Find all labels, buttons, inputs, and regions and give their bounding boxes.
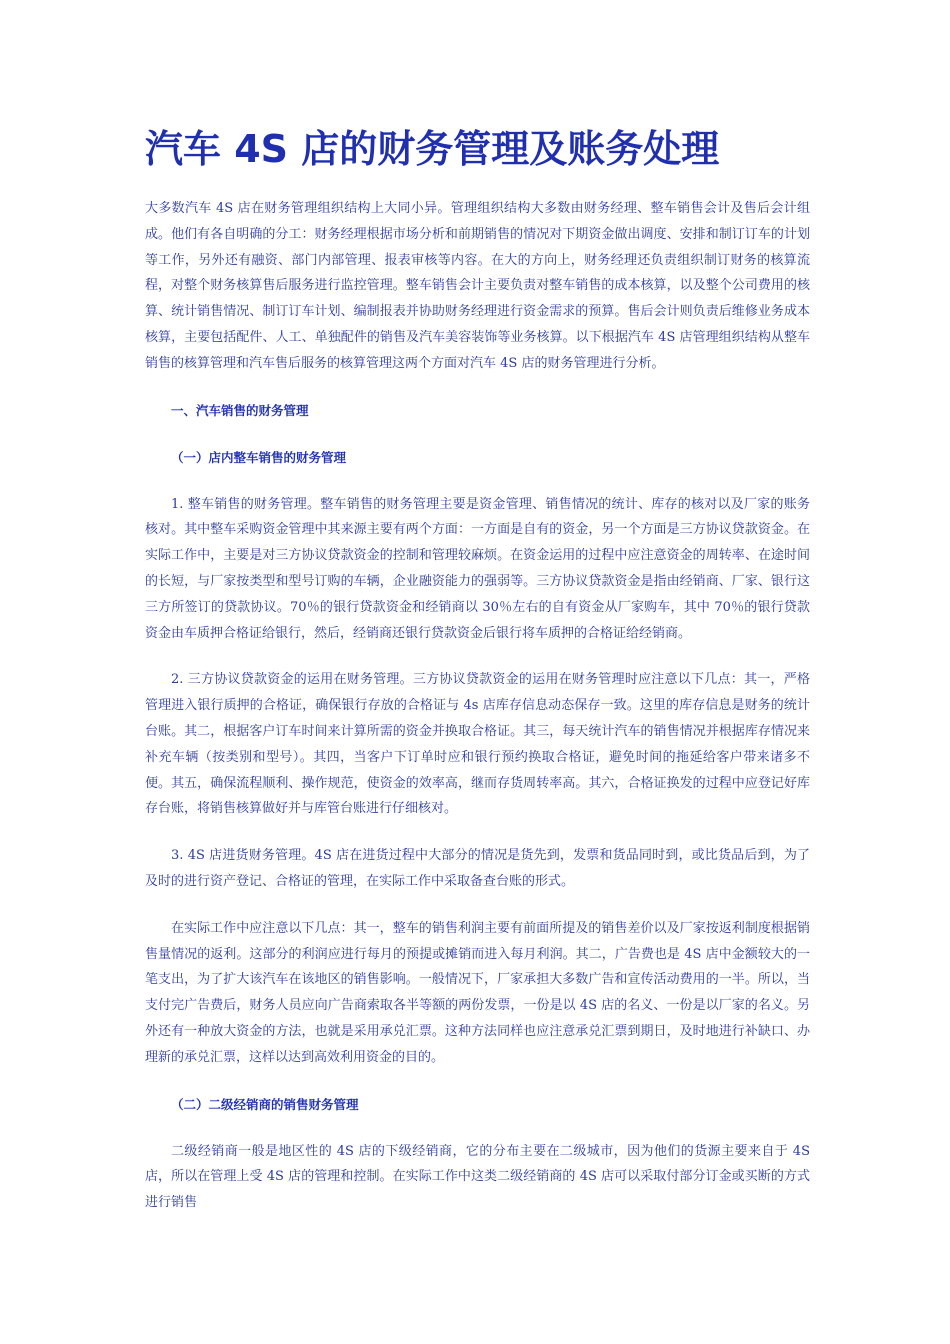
intro-paragraph: 大多数汽车 4S 店在财务管理组织结构上大同小异。管理组织结构大多数由财务经理、整车销售会计及售后会计组成。他们有各自明确的分工：财务经理根据市场分析和前期销售的情况对下期资金做出调度、安排和制订订车的计划等工作，另外还有融资、部门内部管理、报表审核等内容。在大的方向上，财务经理还负责组织制订财务的核算流程，对整个财务核算售后服务进行监控管理。整车销售会计主要负责对整车销售的成本核算，以及整个公司费用的核算、统计销售情况、制订订车计划、编制报表并协助财务经理进行资金需求的预算。售后会计则负责后维修业务成本核算，主要包括配件、人工、单独配件的销售及汽车美容装饰等业务核算。以下根据汽车 4S 店管理组织结构从整车销售的核算管理和汽车售后服务的核算管理这两个方面对汽车 4S 店的财务管理进行分析。 [145, 201, 810, 371]
section-heading-1: 一、汽车销售的财务管理 [171, 402, 309, 418]
paragraph-3: 3. 4S 店进货财务管理。4S 店在进货过程中大部分的情况是货先到，发票和货品同时到，或比货品后到，为了及时的进行资产登记、合格证的管理，在实际工作中采取备查台账的形式。 [145, 848, 810, 889]
subsection-heading-1: （一）店内整车销售的财务管理 [171, 449, 347, 465]
paragraph-2: 2. 三方协议贷款资金的运用在财务管理。三方协议贷款资金的运用在财务管理时应注意以下几点：其一，严格管理进入银行质押的合格证，确保银行存放的合格证与 4s 店库存信息动态保存一致。这里的库存信息是财务的统计台账。其二，根据客户订车时间来计算所需的资金并换取合格证。其三，每天统计汽车的销售情况并根据库存情况来补充车辆（按类别和型号）。其四，当客户下订单时应和银行预约换取合格证，避免时间的拖延给客户带来诸多不便。其五，确保流程顺利、操作规范，使资金的效率高，继而存货周转率高。其六，合格证换发的过程中应登记好库存台账，将销售核算做好并与库管台账进行仔细核对。 [145, 672, 810, 817]
subsection-heading-2: （二）二级经销商的销售财务管理 [171, 1096, 359, 1112]
paragraph-4: 在实际工作中应注意以下几点：其一，整车的销售利润主要有前面所提及的销售差价以及厂家按返利制度根据销售量情况的返利。这部分的利润应进行每月的预提或摊销而进入每月利润。其二，广告费也是 4S 店中金额较大的一笔支出，为了扩大该汽车在该地区的销售影响。一般情况下，厂家承担大多数广告和宣传活动费用的一半。所以，当支付完广告费后，财务人员应向广告商索取各半等额的两份发票，一份是以 4S 店的名义、一份是以厂家的名义。另外还有一种放大资金的方法，也就是采用承兑汇票。这种方法同样也应注意承兑汇票到期日，及时地进行补缺口、办理新的承兑汇票，这样以达到高效利用资金的目的。 [145, 920, 810, 1065]
paragraph-1: 1. 整车销售的财务管理。整车销售的财务管理主要是资金管理、销售情况的统计、库存的核对以及厂家的账务核对。其中整车采购资金管理中其来源主要有两个方面：一方面是自有的资金，另一个方面是三方协议贷款资金。在实际工作中，主要是对三方协议贷款资金的控制和管理较麻烦。在资金运用的过程中应注意资金的周转率、在途时间的长短，与厂家按类型和型号订购的车辆，企业融资能力的强弱等。三方协议贷款资金是指由经销商、厂家、银行这三方所签订的贷款协议。70％的银行贷款资金和经销商以 30％左右的自有资金从厂家购车，其中 70％的银行贷款资金由车质押合格证给银行，然后，经销商还银行贷款资金后银行将车质押的合格证给经销商。 [145, 496, 810, 641]
document-page [145, 120, 810, 1216]
paragraph-5: 二级经销商一般是地区性的 4S 店的下级经销商，它的分布主要在二级城市，因为他们的货源主要来自于 4S 店，所以在管理上受 4S 店的管理和控制。在实际工作中这类二级经销商的 4S 店可以采取付部分订金或买断的方式进行销售 [145, 1143, 810, 1211]
document-title: 汽车 4S 店的财务管理及账务处理 [145, 127, 720, 171]
